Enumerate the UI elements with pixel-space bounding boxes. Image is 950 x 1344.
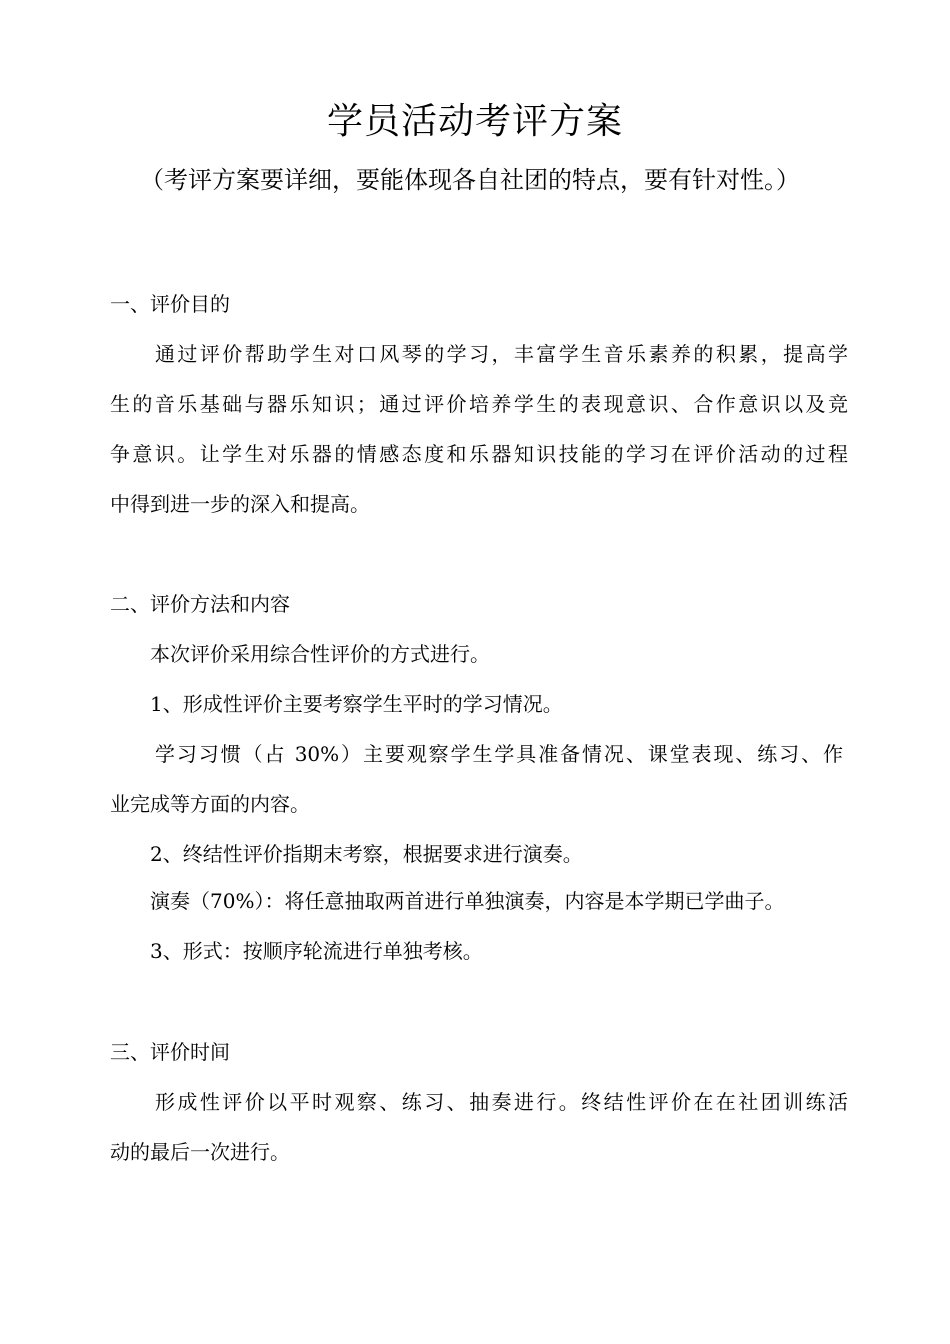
paragraph-line: 争意识。让学生对乐器的情感态度和乐器知识技能的学习在评价活动的过程 — [110, 442, 848, 466]
paragraph-line: 通过评价帮助学生对口风琴的学习，丰富学生音乐素养的积累，提高学 — [155, 342, 848, 366]
list-item: 3、形式：按顺序轮流进行单独考核。 — [150, 939, 483, 963]
paragraph-line: 形成性评价以平时观察、练习、抽奏进行。终结性评价在在社团训练活 — [155, 1090, 848, 1114]
section-heading-time: 三、评价时间 — [110, 1040, 230, 1064]
document-subtitle: （考评方案要详细，要能体现各自社团的特点，要有针对性。） — [140, 166, 800, 194]
paragraph-line: 中得到进一步的深入和提高。 — [110, 492, 370, 516]
list-item: 1、形成性评价主要考察学生平时的学习情况。 — [150, 692, 563, 716]
section-heading-method: 二、评价方法和内容 — [110, 592, 290, 616]
paragraph-line: 学习习惯（占 30%）主要观察学生学具准备情况、课堂表现、练习、作 — [155, 742, 843, 766]
paragraph-line: 生的音乐基础与器乐知识；通过评价培养学生的表现意识、合作意识以及竞 — [110, 392, 848, 416]
paragraph-line: 动的最后一次进行。 — [110, 1140, 290, 1164]
section-heading-purpose: 一、评价目的 — [110, 292, 230, 316]
document-title: 学员活动考评方案 — [326, 101, 623, 142]
paragraph-line: 业完成等方面的内容。 — [110, 792, 310, 816]
paragraph-line: 本次评价采用综合性评价的方式进行。 — [150, 642, 490, 666]
list-item: 2、终结性评价指期末考察，根据要求进行演奏。 — [150, 842, 583, 866]
paragraph-line: 演奏（70%）：将任意抽取两首进行单独演奏，内容是本学期已学曲子。 — [150, 889, 785, 913]
